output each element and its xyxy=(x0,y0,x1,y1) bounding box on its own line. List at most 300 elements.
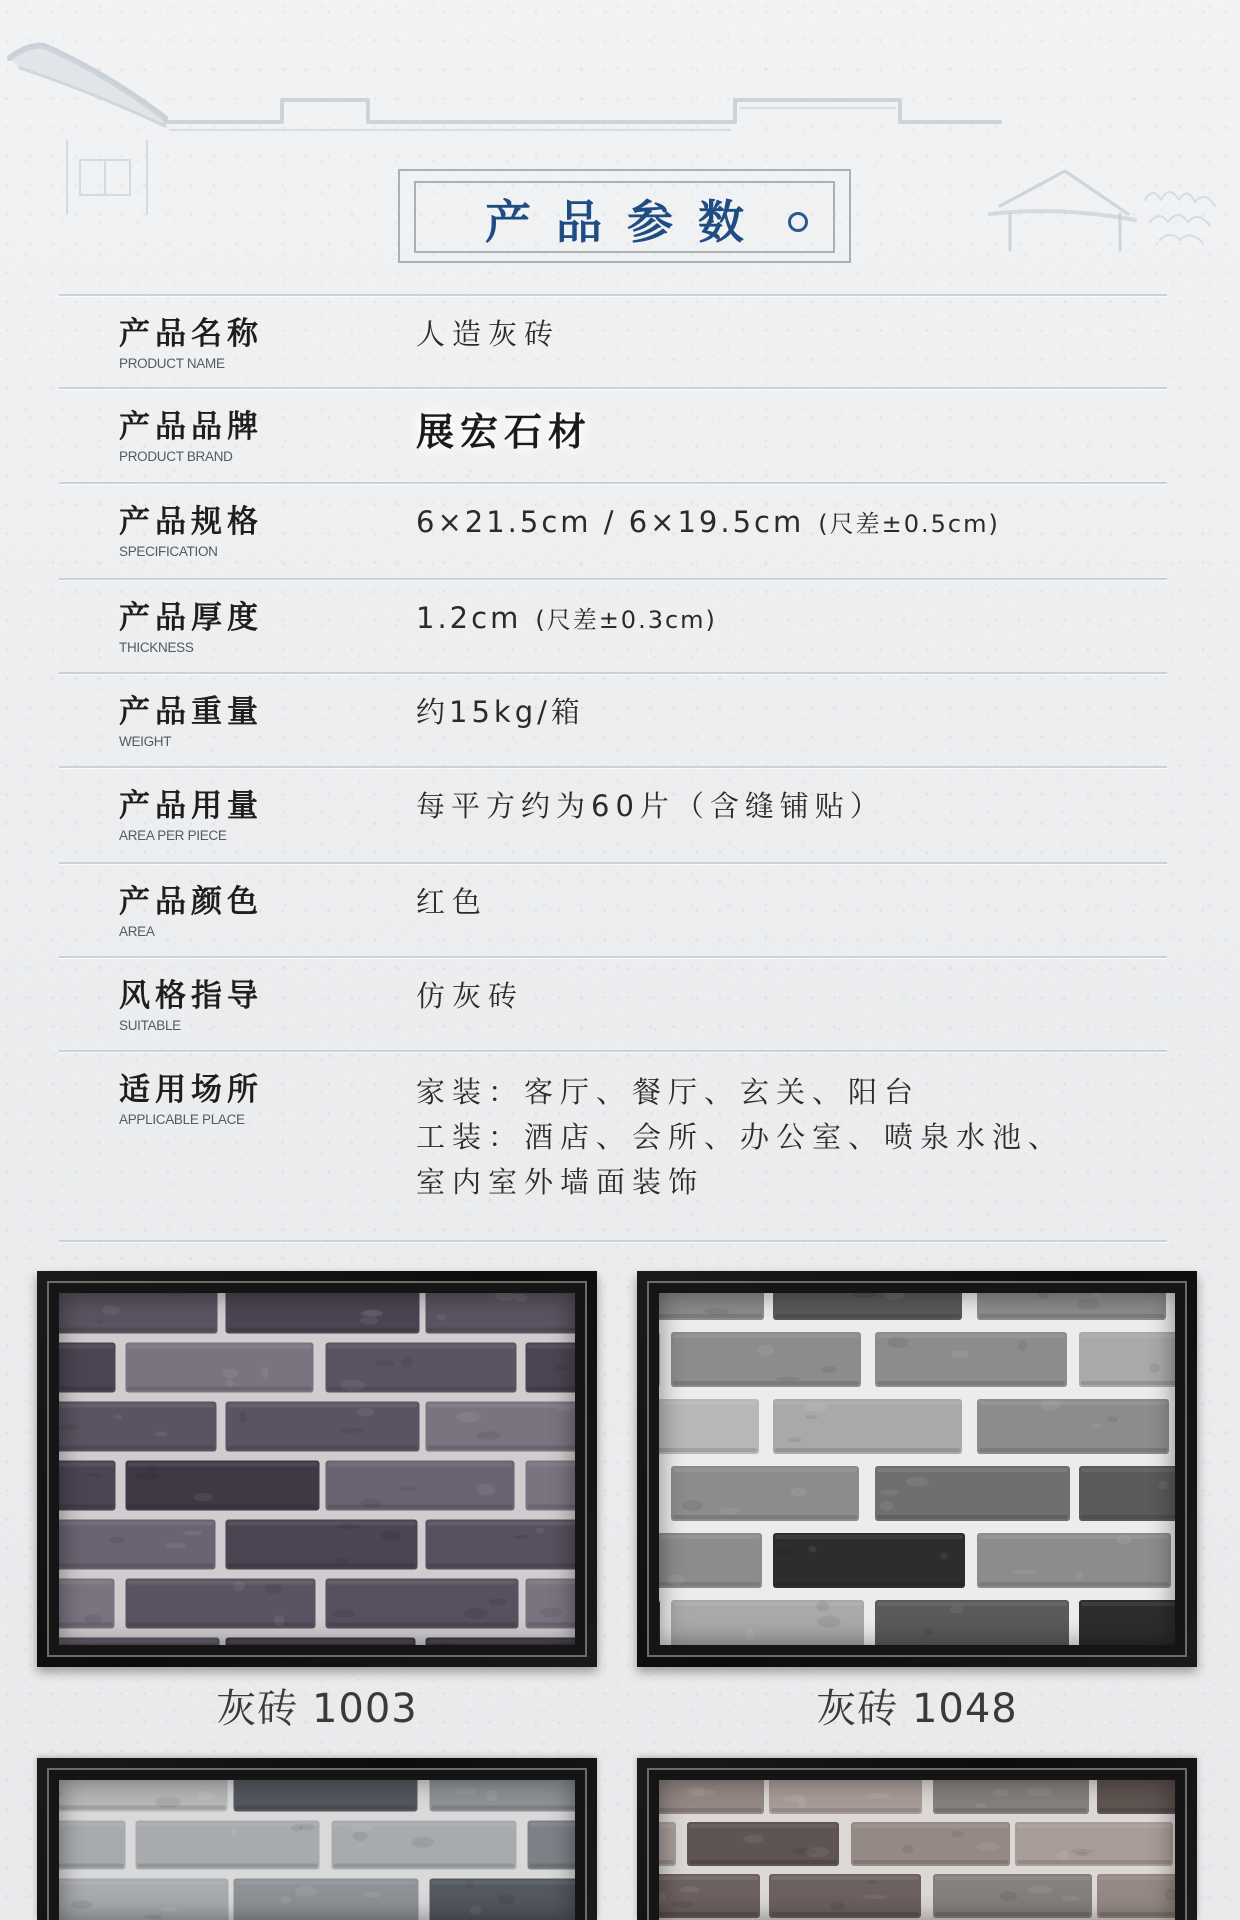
section-title-frame xyxy=(398,169,851,263)
brick xyxy=(875,1600,1069,1645)
spec-value: 约15kg/箱 xyxy=(416,695,584,729)
brick-sample-photo xyxy=(59,1780,575,1920)
spec-label-en: WEIGHT xyxy=(119,734,172,749)
spec-label-en: AREA PER PIECE xyxy=(119,828,227,843)
brick-texture xyxy=(940,1552,948,1559)
brick xyxy=(659,1399,759,1454)
house-sketch xyxy=(67,141,147,214)
brick xyxy=(59,1402,217,1452)
brick-shadow xyxy=(775,1314,960,1318)
brick-shadow xyxy=(935,1808,1087,1812)
brick xyxy=(126,1579,316,1629)
brick xyxy=(234,1879,419,1920)
brick-sample-frame xyxy=(37,1271,597,1667)
spec-row-style xyxy=(0,956,1240,1051)
brick-texture xyxy=(489,1598,506,1606)
brick-highlight xyxy=(59,1581,113,1585)
brick xyxy=(977,1533,1171,1588)
brick-texture xyxy=(291,1824,303,1831)
brick-highlight xyxy=(659,1401,757,1405)
brick-highlight xyxy=(128,1581,314,1585)
brick-texture xyxy=(1000,1891,1017,1901)
brick-shadow xyxy=(1099,1808,1175,1812)
brick-shadow xyxy=(528,1623,576,1627)
brick-highlight xyxy=(228,1404,418,1408)
brick-texture xyxy=(295,1886,316,1897)
brick-texture xyxy=(1117,1535,1132,1545)
spec-value xyxy=(416,600,717,638)
brick-texture xyxy=(906,1477,929,1486)
brick-shadow xyxy=(59,1328,216,1332)
brick-texture xyxy=(341,1380,365,1391)
brick-texture xyxy=(363,1892,382,1898)
brick xyxy=(875,1466,1070,1521)
brick-texture xyxy=(880,1489,898,1495)
brick-texture xyxy=(239,1411,247,1423)
brick-texture xyxy=(114,1415,122,1420)
brick-texture xyxy=(145,1915,163,1920)
spec-label: 产品名称 xyxy=(119,316,263,352)
brick xyxy=(773,1533,965,1588)
brick-shadow xyxy=(334,1864,515,1868)
brick-highlight xyxy=(979,1401,1167,1405)
brick-texture xyxy=(830,1901,845,1911)
brick-texture xyxy=(1013,1570,1038,1574)
brick-sample-frame xyxy=(637,1271,1197,1667)
brick-highlight xyxy=(228,1640,414,1644)
brick-texture xyxy=(805,1415,817,1419)
brick-texture xyxy=(231,1829,238,1837)
wall-top-sketch xyxy=(165,100,1000,122)
brick-highlight xyxy=(428,1640,576,1644)
spec-label-en: SPECIFICATION xyxy=(119,544,218,559)
brick-shadow xyxy=(771,1808,920,1812)
brick-texture xyxy=(337,1522,362,1529)
brick-texture xyxy=(1061,1896,1079,1902)
brick-texture xyxy=(951,1831,964,1838)
brick xyxy=(671,1466,859,1521)
brick xyxy=(59,1821,126,1870)
brick-texture xyxy=(682,1500,703,1511)
brick xyxy=(1079,1466,1175,1521)
brick-highlight xyxy=(59,1522,214,1526)
brick xyxy=(526,1461,576,1511)
spec-label: 风格指导 xyxy=(119,978,263,1014)
brick-shadow xyxy=(979,1582,1169,1586)
spec-label: 产品规格 xyxy=(119,504,263,540)
brick-shadow xyxy=(659,1912,758,1916)
brick-shadow xyxy=(1099,1912,1175,1916)
brick-texture xyxy=(146,1464,156,1472)
brick-highlight xyxy=(659,1824,674,1828)
brick-highlight xyxy=(428,1404,576,1408)
brick xyxy=(59,1879,229,1920)
spec-row-color xyxy=(0,862,1240,957)
brick-highlight xyxy=(1099,1876,1175,1880)
spec-label-en: AREA xyxy=(119,924,155,939)
brick-texture xyxy=(155,1797,180,1808)
title-circle-ornament xyxy=(788,212,808,232)
brick-texture xyxy=(817,1616,840,1628)
brick-texture xyxy=(197,1791,214,1801)
brick-shadow xyxy=(328,1505,513,1509)
spec-label-en: SUITABLE xyxy=(119,1018,181,1033)
brick-texture xyxy=(265,1583,283,1594)
brick-texture xyxy=(1018,1340,1027,1351)
brick-texture xyxy=(687,1786,705,1798)
spec-label-en: APPLICABLE PLACE xyxy=(119,1112,245,1127)
brick-highlight xyxy=(236,1881,417,1885)
brick-texture xyxy=(667,1574,685,1585)
brick-texture xyxy=(540,1608,562,1618)
table-divider xyxy=(59,1240,1167,1242)
brick-texture xyxy=(401,1356,413,1368)
spec-row-product-name xyxy=(0,294,1240,389)
brick-texture xyxy=(135,1472,160,1479)
brick-shadow xyxy=(432,1806,576,1810)
brick-texture xyxy=(336,1558,349,1564)
brick-texture xyxy=(513,1294,527,1302)
frame-bevel xyxy=(647,1768,1187,1920)
brick-sample-caption: 灰砖 1048 xyxy=(816,1686,1018,1732)
frame-bevel xyxy=(47,1768,587,1920)
brick xyxy=(126,1343,314,1393)
spec-value: 红色 xyxy=(416,885,489,919)
brick-texture xyxy=(357,1408,375,1417)
brick-shadow xyxy=(59,1387,114,1391)
brick-sample-frame xyxy=(637,1758,1197,1920)
brick-highlight xyxy=(659,1876,758,1880)
brick-shadow xyxy=(228,1328,418,1332)
brick-texture xyxy=(1149,1363,1160,1373)
brick-texture xyxy=(233,1581,245,1591)
section-title: 产品参数 xyxy=(485,195,769,249)
brick xyxy=(659,1600,660,1645)
brick-texture xyxy=(816,1600,828,1611)
brick-texture xyxy=(887,1337,908,1348)
brick-texture xyxy=(477,1484,495,1496)
brick-shadow xyxy=(59,1564,214,1568)
brick-texture xyxy=(976,1843,1001,1851)
brick xyxy=(226,1402,420,1452)
brick-shadow xyxy=(428,1328,576,1332)
brick xyxy=(326,1579,519,1629)
brick-texture xyxy=(88,1473,100,1478)
brick-highlight xyxy=(1081,1468,1175,1472)
spec-row-weight xyxy=(0,672,1240,767)
spec-value-tolerance: (尺差±0.3cm) xyxy=(535,606,717,634)
brick-shadow xyxy=(659,1448,757,1452)
brick-shadow xyxy=(1017,1860,1171,1864)
brick-highlight xyxy=(673,1602,862,1606)
brick-texture xyxy=(1056,1850,1069,1861)
foliage-sketch xyxy=(1145,192,1215,242)
brick-highlight xyxy=(659,1535,760,1539)
brick-texture xyxy=(880,1501,893,1511)
brick-texture xyxy=(470,1906,482,1915)
brick xyxy=(977,1399,1169,1454)
spec-row-applicable-place xyxy=(0,1050,1240,1240)
brick-shadow xyxy=(1081,1381,1175,1385)
spec-value-line: 室内室外墙面装饰 xyxy=(416,1165,705,1199)
brick-texture xyxy=(96,1319,103,1323)
brick-texture xyxy=(453,1789,477,1795)
brick-texture xyxy=(863,1895,887,1899)
brick-sample-frame xyxy=(37,1758,597,1920)
brick-texture xyxy=(776,1377,800,1382)
brick-texture xyxy=(70,1900,93,1909)
brick-highlight xyxy=(59,1640,218,1644)
brick-highlight xyxy=(59,1823,124,1827)
brick-texture xyxy=(457,1411,481,1422)
brick-texture xyxy=(1107,1416,1118,1422)
spec-value-line: 家装：客厅、餐厅、玄关、阳台 xyxy=(416,1075,921,1109)
brick-texture xyxy=(720,1507,740,1514)
brick-texture xyxy=(437,1313,447,1320)
brick-shadow xyxy=(659,1808,762,1812)
brick-highlight xyxy=(328,1581,517,1585)
brick-texture xyxy=(223,1368,238,1378)
brick-shadow xyxy=(979,1448,1167,1452)
brick-texture xyxy=(743,1835,764,1844)
brick-shadow xyxy=(659,1314,762,1318)
brick xyxy=(226,1520,418,1570)
brick-texture xyxy=(155,1432,168,1437)
brick-shadow xyxy=(59,1505,114,1509)
brick-sample-photo xyxy=(59,1293,575,1645)
brick-texture xyxy=(361,1498,382,1508)
brick-highlight xyxy=(528,1463,576,1467)
brick xyxy=(1097,1874,1175,1918)
brick-shadow xyxy=(528,1387,576,1391)
brick-wall-image xyxy=(659,1780,1175,1920)
brick-texture xyxy=(924,1628,934,1635)
brick-texture xyxy=(109,1537,125,1543)
brick-texture xyxy=(363,1309,382,1315)
brick-texture xyxy=(1028,1886,1053,1894)
brick-highlight xyxy=(59,1463,114,1467)
brick-highlight xyxy=(877,1602,1067,1606)
brick-shadow xyxy=(689,1860,837,1864)
brick-highlight xyxy=(1081,1334,1175,1338)
brick-highlight xyxy=(138,1823,318,1827)
brick-texture xyxy=(1077,1852,1089,1856)
brick-shadow xyxy=(979,1314,1164,1318)
spec-label: 产品厚度 xyxy=(119,600,263,636)
frame-bevel xyxy=(647,1281,1187,1657)
brick-highlight xyxy=(771,1876,919,1880)
brick-shadow xyxy=(659,1860,674,1864)
brick xyxy=(659,1332,660,1387)
brick-texture xyxy=(1041,1400,1061,1411)
brick xyxy=(687,1822,839,1866)
brick xyxy=(1079,1332,1175,1387)
brick-texture xyxy=(798,1797,806,1809)
brick-texture xyxy=(353,1831,368,1841)
brick-shadow xyxy=(528,1505,576,1509)
spec-label: 产品颜色 xyxy=(119,884,263,920)
spec-value-tolerance: (尺差±0.5cm) xyxy=(818,510,1000,538)
spec-value: 人造灰砖 xyxy=(416,317,561,351)
brick-texture xyxy=(788,1437,802,1442)
brick xyxy=(659,1874,760,1918)
brick xyxy=(59,1343,116,1393)
brick-texture xyxy=(161,1906,178,1912)
brick-highlight xyxy=(1017,1824,1171,1828)
spec-value: 每平方约为60片（含缝铺贴） xyxy=(416,789,885,823)
brick-texture xyxy=(332,1610,356,1618)
brick-texture xyxy=(1090,1423,1103,1427)
spec-row-usage xyxy=(0,766,1240,861)
brick-highlight xyxy=(428,1522,576,1526)
brick-texture xyxy=(902,1844,913,1853)
brick-highlight xyxy=(877,1468,1068,1472)
brick-highlight xyxy=(328,1463,513,1467)
brick xyxy=(769,1874,921,1918)
brick-sample-photo xyxy=(659,1293,1175,1645)
brick-texture xyxy=(476,1431,501,1440)
brick xyxy=(59,1461,116,1511)
brick-texture xyxy=(1026,1787,1051,1796)
brick-texture xyxy=(261,1367,269,1378)
wall-top-sketch xyxy=(170,108,895,130)
brick-texture xyxy=(866,1880,878,1884)
brick-texture xyxy=(992,1789,1009,1796)
brick-texture xyxy=(975,1803,986,1808)
brick-texture xyxy=(399,1487,416,1491)
brick-texture xyxy=(680,1887,700,1893)
brick-texture xyxy=(463,1608,488,1619)
brick-sample-caption: 灰砖 1003 xyxy=(216,1686,418,1732)
brick-shadow xyxy=(775,1582,963,1586)
brick-shadow xyxy=(328,1623,517,1627)
brick-highlight xyxy=(59,1404,215,1408)
brick-texture xyxy=(1075,1572,1083,1579)
brick xyxy=(59,1520,216,1570)
brick-highlight xyxy=(59,1881,227,1885)
gable-roof-sketch xyxy=(990,211,1135,220)
brick-texture xyxy=(536,1527,544,1533)
brick-shadow xyxy=(228,1446,418,1450)
brick-texture xyxy=(374,1360,394,1366)
spec-label: 产品重量 xyxy=(119,694,263,730)
spec-row-thickness xyxy=(0,578,1240,673)
brick-highlight xyxy=(1081,1602,1175,1606)
brick-highlight xyxy=(775,1401,960,1405)
brick-texture xyxy=(779,1549,796,1556)
brick-shadow xyxy=(59,1806,226,1810)
spec-label: 产品品牌 xyxy=(119,409,263,445)
spec-row-specification xyxy=(0,482,1240,577)
brick-texture xyxy=(165,1543,185,1549)
brick-texture xyxy=(498,1894,515,1904)
brick-texture xyxy=(350,1825,372,1833)
brick-texture xyxy=(339,1427,363,1433)
brick-texture xyxy=(951,1350,969,1357)
brick-texture xyxy=(280,1896,291,1904)
brick-shadow xyxy=(228,1564,416,1568)
brick-texture xyxy=(486,1790,497,1802)
brick-highlight xyxy=(935,1876,1090,1880)
brick-texture xyxy=(704,1308,729,1315)
spec-label: 适用场所 xyxy=(119,1072,263,1108)
brick xyxy=(426,1520,576,1570)
brick-wall-image xyxy=(659,1293,1175,1645)
brick xyxy=(1079,1600,1175,1645)
brick xyxy=(659,1822,676,1866)
brick-texture xyxy=(758,1345,775,1356)
brick-texture xyxy=(465,1880,474,1888)
brick-highlight xyxy=(128,1345,312,1349)
brick xyxy=(528,1821,576,1870)
brick-shadow xyxy=(128,1623,314,1627)
brick-highlight xyxy=(877,1334,1065,1338)
brick-wall-image xyxy=(59,1293,575,1645)
brick-highlight xyxy=(432,1881,576,1885)
brick-texture xyxy=(84,1614,103,1624)
brick-texture xyxy=(360,1317,379,1325)
brick-highlight xyxy=(979,1535,1169,1539)
brick-shadow xyxy=(673,1381,859,1385)
spec-value xyxy=(416,504,1000,542)
brick-texture xyxy=(809,1546,817,1553)
brick-texture xyxy=(557,1406,571,1410)
brick-highlight xyxy=(853,1824,1008,1828)
brick-highlight xyxy=(528,1581,576,1585)
brick-texture xyxy=(791,1487,807,1496)
brick-shadow xyxy=(59,1446,215,1450)
brick-highlight xyxy=(673,1468,857,1472)
brick-texture xyxy=(274,1615,285,1626)
brick-texture xyxy=(821,1366,837,1373)
brick-highlight xyxy=(673,1334,859,1338)
brick-texture xyxy=(865,1793,891,1799)
brick xyxy=(671,1332,861,1387)
brick xyxy=(1015,1822,1173,1866)
brick xyxy=(526,1579,576,1629)
brick-texture xyxy=(102,1305,120,1314)
brick-shadow xyxy=(853,1860,1008,1864)
brick-shadow xyxy=(59,1623,113,1627)
brick-sample-photo xyxy=(659,1780,1175,1920)
spec-value-line: 工装：酒店、会所、办公室、喷泉水池、 xyxy=(416,1120,1065,1154)
brick-shadow xyxy=(128,1505,318,1509)
brick-shadow xyxy=(935,1912,1090,1916)
brick-texture xyxy=(513,1535,530,1540)
brick xyxy=(526,1343,576,1393)
brick-highlight xyxy=(775,1535,963,1539)
brick xyxy=(59,1293,218,1334)
brick-texture xyxy=(1158,1481,1167,1490)
brick-shadow xyxy=(530,1864,576,1868)
brick-highlight xyxy=(528,1345,576,1349)
brick-texture xyxy=(1077,1299,1100,1310)
brick-highlight xyxy=(530,1823,576,1827)
spec-value xyxy=(416,1070,1064,1205)
brick-texture xyxy=(670,1901,694,1908)
brick-shadow xyxy=(1081,1515,1175,1519)
brick xyxy=(226,1293,420,1334)
spec-label-en: PRODUCT NAME xyxy=(119,356,225,371)
brick-texture xyxy=(746,1628,755,1640)
brick xyxy=(773,1399,962,1454)
roof-wash xyxy=(10,46,165,126)
brick-shadow xyxy=(775,1448,960,1452)
brick-texture xyxy=(184,1531,203,1536)
brick-shadow xyxy=(236,1806,416,1810)
brick-highlight xyxy=(59,1345,114,1349)
spec-label: 产品用量 xyxy=(119,788,263,824)
